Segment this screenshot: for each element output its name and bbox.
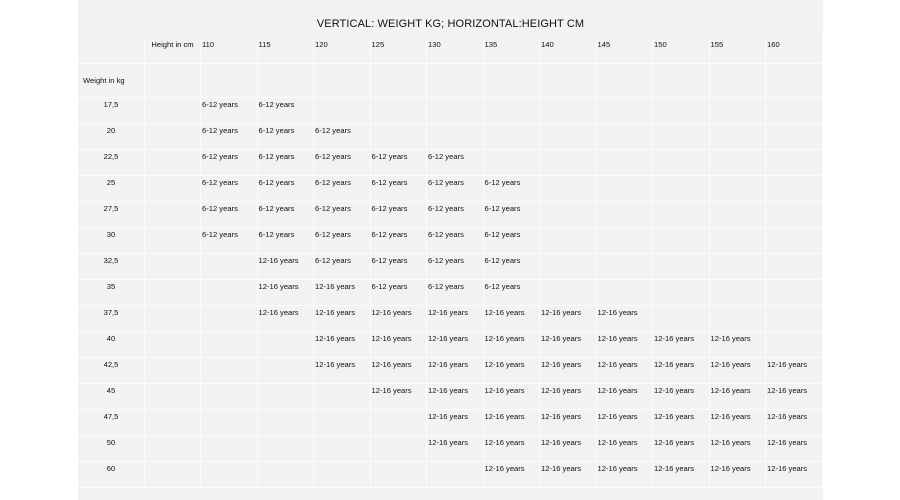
age-group-cell: 6-12 years	[427, 176, 484, 202]
blank-cell	[145, 410, 201, 436]
age-group-cell	[201, 306, 258, 332]
age-group-cell: 12-16 years	[710, 384, 767, 410]
age-group-cell: 12-16 years	[314, 358, 371, 384]
blank-cell	[145, 384, 201, 410]
age-group-cell	[201, 462, 258, 488]
age-group-cell	[540, 228, 597, 254]
age-group-cell: 12-16 years	[314, 306, 371, 332]
age-group-cell: 12-16 years	[597, 410, 654, 436]
age-group-cell	[766, 228, 823, 254]
age-group-cell	[766, 254, 823, 280]
age-group-cell: 12-16 years	[371, 358, 428, 384]
weight-value: 42,5	[78, 358, 145, 384]
age-group-cell	[597, 254, 654, 280]
age-group-cell: 6-12 years	[427, 202, 484, 228]
age-group-cell: 12-16 years	[484, 358, 541, 384]
age-group-cell	[201, 280, 258, 306]
age-group-cell: 12-16 years	[540, 306, 597, 332]
blank-cell	[145, 358, 201, 384]
age-group-cell: 12-16 years	[258, 254, 315, 280]
weight-value: 37,5	[78, 306, 145, 332]
age-group-cell: 12-16 years	[484, 462, 541, 488]
age-group-cell: 12-16 years	[540, 462, 597, 488]
age-group-cell	[653, 202, 710, 228]
height-header: 110	[201, 38, 258, 64]
age-group-cell: 6-12 years	[201, 202, 258, 228]
age-group-cell	[258, 384, 315, 410]
age-group-cell	[314, 462, 371, 488]
blank-cell	[371, 64, 428, 98]
age-group-cell	[427, 462, 484, 488]
age-group-cell	[540, 280, 597, 306]
blank-cell	[484, 64, 541, 98]
age-group-cell	[201, 358, 258, 384]
weight-value: 27,5	[78, 202, 145, 228]
age-group-cell	[314, 384, 371, 410]
age-group-cell	[597, 280, 654, 306]
age-group-cell	[766, 176, 823, 202]
age-group-cell: 12-16 years	[540, 410, 597, 436]
age-group-cell: 6-12 years	[484, 228, 541, 254]
blank-cell	[145, 436, 201, 462]
height-header: 115	[258, 38, 315, 64]
age-group-cell: 12-16 years	[597, 306, 654, 332]
age-group-cell: 6-12 years	[484, 202, 541, 228]
age-group-cell: 6-12 years	[201, 150, 258, 176]
blank-cell	[145, 306, 201, 332]
age-group-cell	[710, 228, 767, 254]
blank-cell	[145, 64, 201, 98]
age-group-cell	[371, 410, 428, 436]
age-group-cell	[258, 462, 315, 488]
age-group-cell: 6-12 years	[371, 202, 428, 228]
age-group-cell	[766, 306, 823, 332]
age-group-cell: 12-16 years	[484, 306, 541, 332]
age-group-cell: 6-12 years	[258, 98, 315, 124]
age-group-cell	[540, 176, 597, 202]
age-group-cell: 6-12 years	[371, 176, 428, 202]
age-group-cell: 6-12 years	[484, 280, 541, 306]
age-group-cell	[314, 436, 371, 462]
blank-cell	[766, 64, 823, 98]
age-group-cell	[258, 358, 315, 384]
weight-value: 50	[78, 436, 145, 462]
age-group-cell: 12-16 years	[653, 436, 710, 462]
age-group-cell	[314, 410, 371, 436]
age-group-cell: 12-16 years	[653, 332, 710, 358]
age-group-cell	[258, 410, 315, 436]
age-group-cell	[371, 436, 428, 462]
age-group-cell	[710, 254, 767, 280]
age-group-cell	[597, 150, 654, 176]
weight-value: 17,5	[78, 98, 145, 124]
age-group-cell: 6-12 years	[484, 254, 541, 280]
age-group-cell: 6-12 years	[427, 150, 484, 176]
age-group-cell: 6-12 years	[201, 176, 258, 202]
age-group-cell: 12-16 years	[653, 462, 710, 488]
age-group-cell	[540, 254, 597, 280]
age-group-cell	[597, 124, 654, 150]
height-header: 130	[427, 38, 484, 64]
age-group-cell: 12-16 years	[597, 384, 654, 410]
blank-cell	[597, 64, 654, 98]
blank-cell	[145, 462, 201, 488]
age-group-cell	[653, 306, 710, 332]
age-group-cell	[597, 176, 654, 202]
age-group-cell: 6-12 years	[371, 254, 428, 280]
blank-cell	[653, 64, 710, 98]
age-group-cell: 6-12 years	[427, 228, 484, 254]
weight-value: 40	[78, 332, 145, 358]
age-group-cell: 12-16 years	[484, 436, 541, 462]
age-group-cell	[710, 202, 767, 228]
age-group-cell	[710, 306, 767, 332]
height-header: 160	[766, 38, 823, 64]
age-group-cell: 6-12 years	[201, 98, 258, 124]
age-group-cell	[371, 124, 428, 150]
blank-cell	[145, 124, 201, 150]
weight-value: 45	[78, 384, 145, 410]
age-group-cell	[653, 280, 710, 306]
age-group-cell	[710, 98, 767, 124]
weight-value: 22,5	[78, 150, 145, 176]
weight-value: 20	[78, 124, 145, 150]
blank-cell	[540, 64, 597, 98]
height-header: 150	[653, 38, 710, 64]
blank-cell	[145, 254, 201, 280]
weight-value: 25	[78, 176, 145, 202]
height-header: 120	[314, 38, 371, 64]
age-group-cell: 12-16 years	[371, 306, 428, 332]
age-group-cell: 12-16 years	[540, 436, 597, 462]
age-group-cell	[653, 124, 710, 150]
weight-value: 30	[78, 228, 145, 254]
age-group-cell	[540, 124, 597, 150]
age-group-cell: 12-16 years	[766, 410, 823, 436]
age-group-cell	[427, 98, 484, 124]
age-group-cell: 6-12 years	[314, 228, 371, 254]
age-group-cell: 12-16 years	[597, 358, 654, 384]
age-group-cell: 12-16 years	[427, 436, 484, 462]
height-header: 140	[540, 38, 597, 64]
age-group-cell	[597, 98, 654, 124]
age-group-cell	[484, 98, 541, 124]
age-group-cell: 6-12 years	[427, 254, 484, 280]
age-group-cell: 6-12 years	[371, 150, 428, 176]
age-group-cell: 12-16 years	[653, 410, 710, 436]
height-header: 135	[484, 38, 541, 64]
age-group-cell: 12-16 years	[710, 462, 767, 488]
age-group-cell	[371, 462, 428, 488]
age-group-cell	[710, 176, 767, 202]
age-group-cell	[371, 98, 428, 124]
age-group-cell	[484, 150, 541, 176]
page-title: VERTICAL: WEIGHT KG; HORIZONTAL:HEIGHT CM	[316, 18, 585, 30]
blank-cell	[201, 64, 258, 98]
age-group-cell: 12-16 years	[597, 462, 654, 488]
age-group-cell: 6-12 years	[371, 228, 428, 254]
age-group-cell	[653, 254, 710, 280]
age-group-cell: 12-16 years	[427, 384, 484, 410]
age-group-cell	[766, 98, 823, 124]
corner-cell	[78, 38, 145, 64]
blank-cell	[145, 202, 201, 228]
height-axis-label: Height in cm	[145, 38, 201, 64]
blank-cell	[314, 64, 371, 98]
age-group-cell: 6-12 years	[484, 176, 541, 202]
age-group-cell	[710, 150, 767, 176]
age-group-cell: 12-16 years	[484, 332, 541, 358]
age-group-cell: 6-12 years	[427, 280, 484, 306]
age-group-cell	[540, 150, 597, 176]
blank-cell	[258, 64, 315, 98]
blank-cell	[710, 64, 767, 98]
age-group-cell: 6-12 years	[201, 124, 258, 150]
age-group-cell	[201, 384, 258, 410]
age-group-cell: 12-16 years	[427, 358, 484, 384]
age-group-cell: 6-12 years	[314, 202, 371, 228]
slide	[78, 0, 823, 500]
weight-value: 35	[78, 280, 145, 306]
age-group-cell: 6-12 years	[258, 176, 315, 202]
age-group-cell	[597, 228, 654, 254]
age-group-cell: 12-16 years	[314, 280, 371, 306]
age-group-cell: 12-16 years	[427, 410, 484, 436]
age-group-cell: 12-16 years	[597, 332, 654, 358]
age-group-cell	[653, 98, 710, 124]
age-group-cell: 6-12 years	[258, 202, 315, 228]
blank-cell	[427, 64, 484, 98]
age-group-cell: 6-12 years	[258, 124, 315, 150]
age-group-cell	[201, 254, 258, 280]
age-group-cell: 12-16 years	[710, 332, 767, 358]
age-group-cell: 6-12 years	[258, 150, 315, 176]
age-group-cell: 6-12 years	[314, 150, 371, 176]
age-group-cell	[201, 410, 258, 436]
age-group-cell: 12-16 years	[710, 358, 767, 384]
blank-cell	[145, 332, 201, 358]
age-group-cell: 12-16 years	[427, 306, 484, 332]
age-group-cell	[766, 124, 823, 150]
blank-cell	[145, 280, 201, 306]
age-group-cell	[540, 98, 597, 124]
age-group-cell: 6-12 years	[314, 124, 371, 150]
height-header: 125	[371, 38, 428, 64]
age-group-cell: 12-16 years	[653, 358, 710, 384]
age-group-cell: 12-16 years	[766, 358, 823, 384]
age-group-cell: 12-16 years	[258, 280, 315, 306]
age-group-cell: 12-16 years	[540, 332, 597, 358]
age-group-cell: 12-16 years	[766, 384, 823, 410]
age-group-cell: 12-16 years	[653, 384, 710, 410]
weight-axis-label: Weight in kg	[78, 64, 145, 98]
age-group-cell: 12-16 years	[766, 462, 823, 488]
age-group-cell	[597, 202, 654, 228]
blank-cell	[145, 176, 201, 202]
age-group-cell	[201, 332, 258, 358]
age-group-cell: 6-12 years	[314, 176, 371, 202]
age-group-cell	[653, 176, 710, 202]
age-group-cell: 6-12 years	[314, 254, 371, 280]
age-group-cell: 12-16 years	[710, 436, 767, 462]
age-group-cell: 6-12 years	[201, 228, 258, 254]
age-group-cell: 12-16 years	[484, 410, 541, 436]
age-group-cell	[427, 124, 484, 150]
age-group-cell	[201, 436, 258, 462]
weight-value: 47,5	[78, 410, 145, 436]
age-group-cell	[258, 436, 315, 462]
weight-height-table	[78, 38, 823, 488]
age-group-cell: 12-16 years	[540, 358, 597, 384]
age-group-cell	[766, 150, 823, 176]
age-group-cell	[766, 202, 823, 228]
age-group-cell: 6-12 years	[371, 280, 428, 306]
blank-cell	[145, 228, 201, 254]
age-group-cell: 6-12 years	[258, 228, 315, 254]
age-group-cell	[653, 228, 710, 254]
age-group-cell: 12-16 years	[766, 436, 823, 462]
age-group-cell	[540, 202, 597, 228]
age-group-cell: 12-16 years	[710, 410, 767, 436]
age-group-cell: 12-16 years	[314, 332, 371, 358]
age-group-cell	[766, 280, 823, 306]
age-group-cell	[653, 150, 710, 176]
age-group-cell	[766, 332, 823, 358]
blank-cell	[145, 150, 201, 176]
height-header: 155	[710, 38, 767, 64]
age-group-cell: 12-16 years	[427, 332, 484, 358]
age-group-cell: 12-16 years	[540, 384, 597, 410]
age-group-cell: 12-16 years	[484, 384, 541, 410]
age-group-cell: 12-16 years	[371, 384, 428, 410]
age-group-cell	[710, 280, 767, 306]
age-group-cell	[314, 98, 371, 124]
age-group-cell	[258, 332, 315, 358]
age-group-cell: 12-16 years	[258, 306, 315, 332]
blank-cell	[145, 98, 201, 124]
age-group-cell: 12-16 years	[371, 332, 428, 358]
height-header: 145	[597, 38, 654, 64]
age-group-cell	[710, 124, 767, 150]
age-group-cell: 12-16 years	[597, 436, 654, 462]
age-group-cell	[484, 124, 541, 150]
weight-value: 60	[78, 462, 145, 488]
weight-value: 32,5	[78, 254, 145, 280]
